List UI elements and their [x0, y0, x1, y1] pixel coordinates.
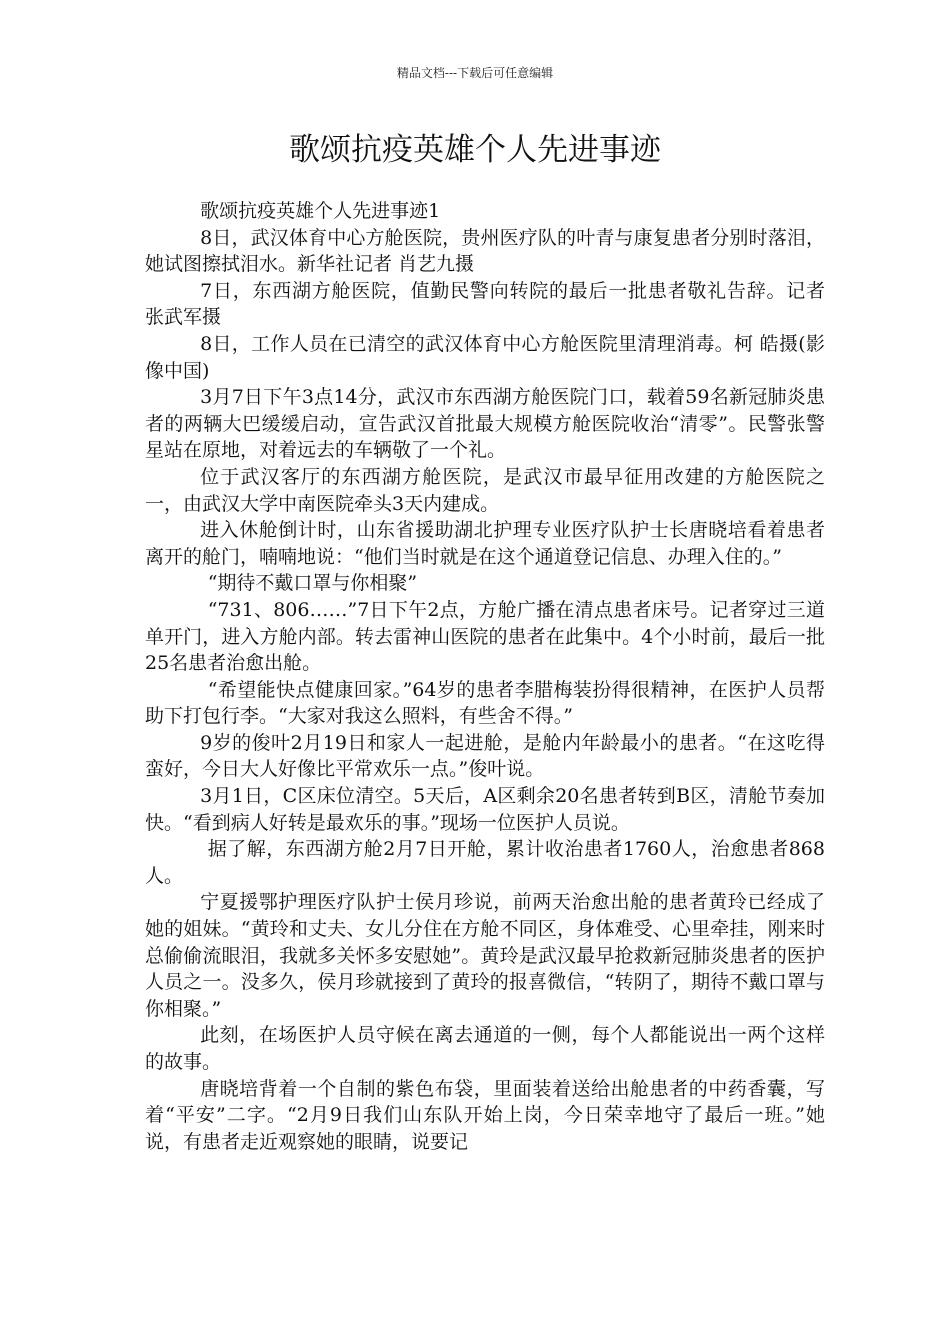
paragraph: 9岁的俊叶2月19日和家人一起进舱，是舱内年龄最小的患者。“在这吃得蛮好，今日大人好像比平常欢乐一点。”俊叶说。 — [145, 731, 825, 781]
paragraph: 进入休舱倒计时，山东省援助湖北护理专业医疗队护士长唐晓培看着患者离开的舱门，喃喃地说：“他们当时就是在这个通道登记信息、办理入住的。” — [145, 519, 825, 568]
paragraph: 位于武汉客厅的东西湖方舱医院，是武汉市最早征用改建的方舱医院之一，由武汉大学中南医院牵头3天内建成。 — [145, 465, 825, 515]
paragraph: 8日，工作人员在已清空的武汉体育中心方舱医院里清理消毒。柯 皓摄(影像中国) — [145, 332, 825, 382]
paragraph-section-heading: 歌颂抗疫英雄个人先进事迹1 — [200, 200, 441, 222]
paragraph: 3月7日下午3点14分，武汉市东西湖方舱医院门口，载着59名新冠肺炎患者的两辆大巴缓缓启动，宣告武汉首批最大规模方舱医院收治“清零”。民警张警星站在原地，对着远去的车辆敬了一个礼。 — [145, 386, 825, 462]
paragraph: 宁夏援鄂护理医疗队护士侯月珍说，前两天治愈出舱的患者黄玲已经成了她的姐妹。“黄玲和丈夫、女儿分住在方舱不同区，身体难受、心里牵挂，刚来时总偷偷流眼泪，我就多关怀多安慰她”。黄玲是武汉最早抢救新冠肺炎患者的医护人员之一。没多久，侯月珍就接到了黄玲的报喜微信，“转阴了，期待不戴口罩与你相聚。” — [145, 891, 825, 1020]
page-header: 精品文档---下载后可任意编辑 — [396, 66, 554, 80]
document-body — [145, 198, 825, 1155]
paragraph: “731、806……”7日下午2点，方舱广播在清点患者床号。记者穿过三道单开门，进入方舱内部。转去雷神山医院的患者在此集中。4个小时前，最后一批25名患者治愈出舱。 — [145, 598, 825, 675]
paragraph: 唐晓培背着一个自制的紫色布袋，里面装着送给出舱患者的中药香囊，写着“平安”二字。“2月9日我们山东队开始上岗，今日荣幸地守了最后一班。”她说，有患者走近观察她的眼睛，说要记 — [145, 1077, 825, 1153]
paragraph: “希望能快点健康回家。”64岁的患者李腊梅装扮得很精神，在医护人员帮助下打包行李。“大家对我这么照料，有些舍不得。” — [145, 678, 825, 728]
document-title: 歌颂抗疫英雄个人先进事迹 — [289, 132, 661, 168]
paragraph: 3月1日，C区床位清空。5天后，A区剩余20名患者转到B区，清舱节奏加快。“看到病人好转是最欢乐的事。”现场一位医护人员说。 — [145, 785, 825, 834]
paragraph: 据了解，东西湖方舱2月7日开舱，累计收治患者1760人，治愈患者868人。 — [145, 838, 825, 887]
paragraph-subheading: “期待不戴口罩与你相聚” — [207, 572, 418, 595]
paragraph: 7日，东西湖方舱医院，值勤民警向转院的最后一批患者敬礼告辞。记者 张武军摄 — [145, 279, 825, 329]
paragraph: 此刻，在场医护人员守候在离去通道的一侧，每个人都能说出一两个这样的故事。 — [145, 1024, 825, 1073]
paragraph: 8日，武汉体育中心方舱医院，贵州医疗队的叶青与康复患者分别时落泪，她试图擦拭泪水。新华社记者 肖艺九摄 — [145, 226, 825, 276]
